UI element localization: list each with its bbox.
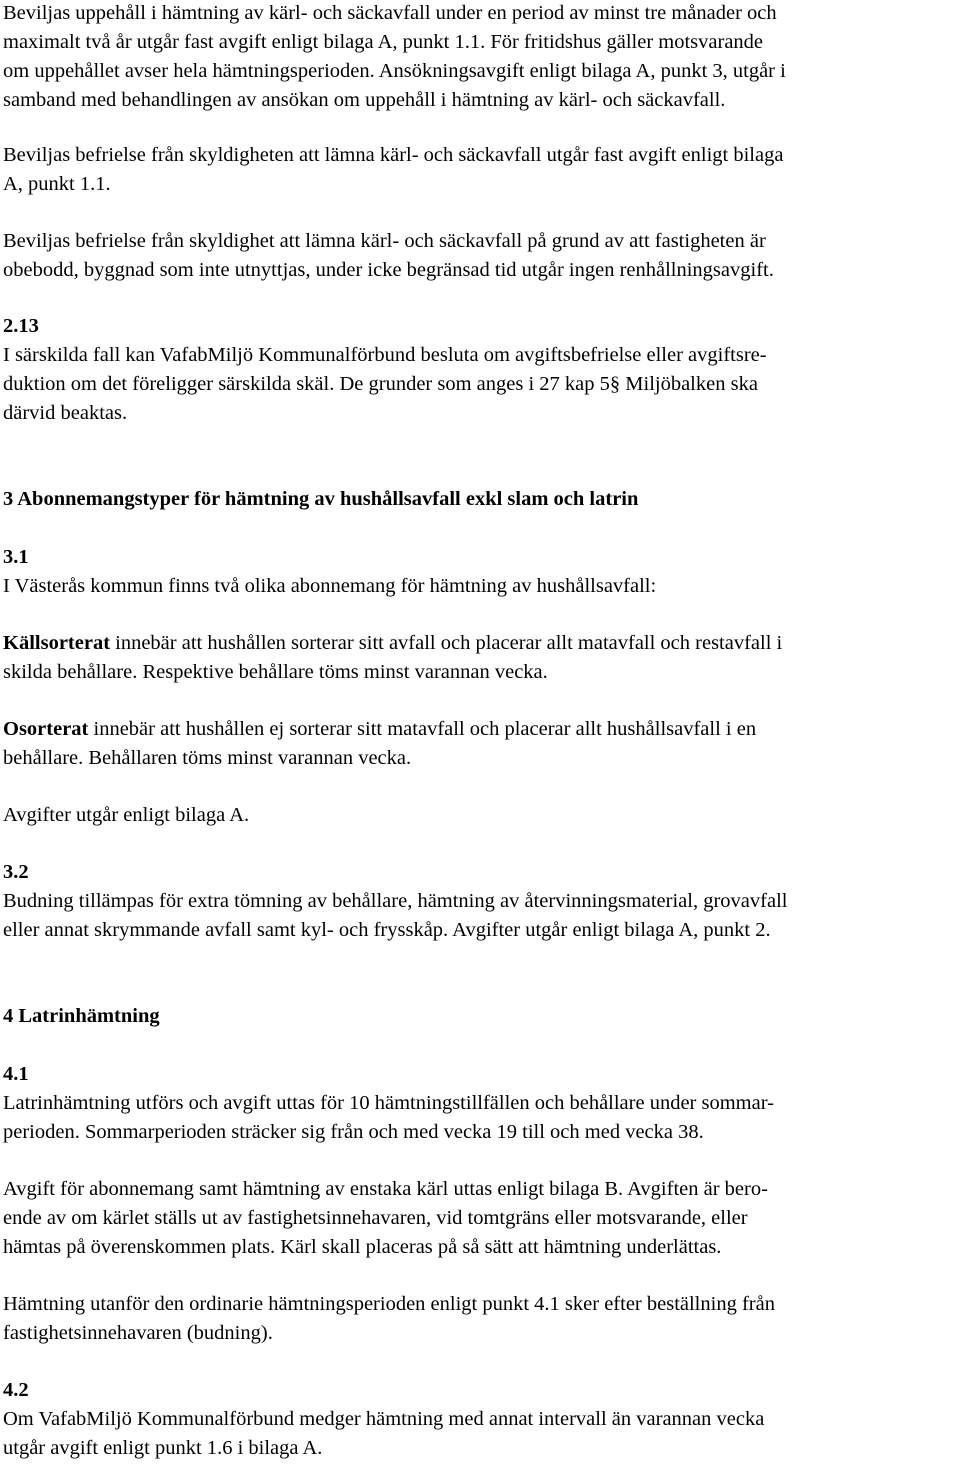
text-line [3, 715, 957, 744]
term-description: innebär att hushållen sorterar sitt avfall och placerar allt matavfall och restavfall i [110, 632, 783, 654]
heading-section-4: 4 Latrinhämtning [3, 1005, 160, 1027]
text-line: fastighetsinnehavaren (budning). [3, 1322, 273, 1344]
section-4-2 [3, 1376, 957, 1463]
section-2-13 [3, 312, 957, 428]
text-line: behållare. Behållaren töms minst varannan vecka. [3, 747, 412, 769]
text-line: Avgifter utgår enligt bilaga A. [3, 804, 250, 826]
paragraph-befrielse-fast-avgift [3, 141, 957, 199]
text-line: om uppehållet avser hela hämtningsperioden. Ansökningsavgift enligt bilaga A, punkt 3, utgår i [3, 60, 786, 82]
paragraph-avgifter [3, 801, 957, 830]
text-line: skilda behållare. Respektive behållare töms minst varannan vecka. [3, 661, 548, 683]
section-number: 3.2 [3, 861, 29, 883]
text-line: Hämtning utanför den ordinarie hämtningsperioden enligt punkt 4.1 sker efter beställning från [3, 1293, 775, 1315]
text-line: Om VafabMiljö Kommunalförbund medger hämtning med annat intervall än varannan vecka [3, 1408, 765, 1430]
text-line: perioden. Sommarperioden sträcker sig från och med vecka 19 till och med vecka 38. [3, 1121, 704, 1143]
text-line: därvid beaktas. [3, 402, 128, 424]
section-number: 4.2 [3, 1379, 29, 1401]
text-line: hämtas på överenskommen plats. Kärl skall placeras på så sätt att hämtning underlättas. [3, 1236, 722, 1258]
text-line: utgår avgift enligt punkt 1.6 i bilaga A. [3, 1437, 323, 1459]
paragraph-kallsorterat [3, 629, 957, 687]
section-number: 2.13 [3, 315, 39, 337]
text-line [3, 629, 957, 658]
section-number: 3.1 [3, 546, 29, 568]
text-line: Budning tillämpas för extra tömning av behållare, hämtning av återvinningsmaterial, grovavfall [3, 890, 788, 912]
term-osorterat: Osorterat [3, 718, 89, 740]
term-kallsorterat: Källsorterat [3, 632, 111, 654]
text-line: ende av om kärlet ställs ut av fastighetsinnehavaren, vid tomtgräns eller motsvarande, eller [3, 1207, 748, 1229]
text-line: Latrinhämtning utförs och avgift uttas för 10 hämtningstillfällen och behållare under sommar- [3, 1092, 774, 1114]
section-3-1 [3, 543, 957, 601]
paragraph-osorterat [3, 715, 957, 773]
text-line: obebodd, byggnad som inte utnyttjas, under icke begränsad tid utgår ingen renhållningsavgift. [3, 259, 774, 281]
text-line: duktion om det föreligger särskilda skäl. De grunder som anges i 27 kap 5§ Miljöbalken ska [3, 373, 758, 395]
section-number: 4.1 [3, 1063, 29, 1085]
section-4-1 [3, 1060, 957, 1147]
text-line: samband med behandlingen av ansökan om uppehåll i hämtning av kärl- och säckavfall. [3, 89, 726, 111]
paragraph-avgift-abonnemang [3, 1175, 957, 1262]
text-line: Avgift för abonnemang samt hämtning av enstaka kärl uttas enligt bilaga B. Avgiften är bero- [3, 1178, 768, 1200]
text-line: Beviljas befrielse från skyldigheten att lämna kärl- och säckavfall utgår fast avgift enligt bilaga [3, 144, 784, 166]
text-line: Beviljas uppehåll i hämtning av kärl- och säckavfall under en period av minst tre månader och [3, 2, 777, 24]
text-line: Beviljas befrielse från skyldighet att lämna kärl- och säckavfall på grund av att fastigheten är [3, 230, 766, 252]
paragraph-hamtning-utanfor [3, 1290, 957, 1348]
paragraph-uppehall [3, 0, 957, 115]
text-line: A, punkt 1.1. [3, 173, 111, 195]
heading-section-3: 3 Abonnemangstyper för hämtning av hushållsavfall exkl slam och latrin [3, 488, 639, 510]
text-line: maximalt två år utgår fast avgift enligt bilaga A, punkt 1.1. För fritidshus gäller motsvarande [3, 31, 764, 53]
text-line: eller annat skrymmande avfall samt kyl- och frysskåp. Avgifter utgår enligt bilaga A, punkt 2. [3, 919, 771, 941]
paragraph-befrielse-obebodd [3, 227, 957, 285]
term-description: innebär att hushållen ej sorterar sitt matavfall och placerar allt hushållsavfall i en [88, 718, 757, 740]
section-3-2 [3, 858, 957, 945]
text-line: I särskilda fall kan VafabMiljö Kommunalförbund besluta om avgiftsbefrielse eller avgiftsre- [3, 344, 767, 366]
text-line: I Västerås kommun finns två olika abonnemang för hämtning av hushållsavfall: [3, 575, 657, 597]
